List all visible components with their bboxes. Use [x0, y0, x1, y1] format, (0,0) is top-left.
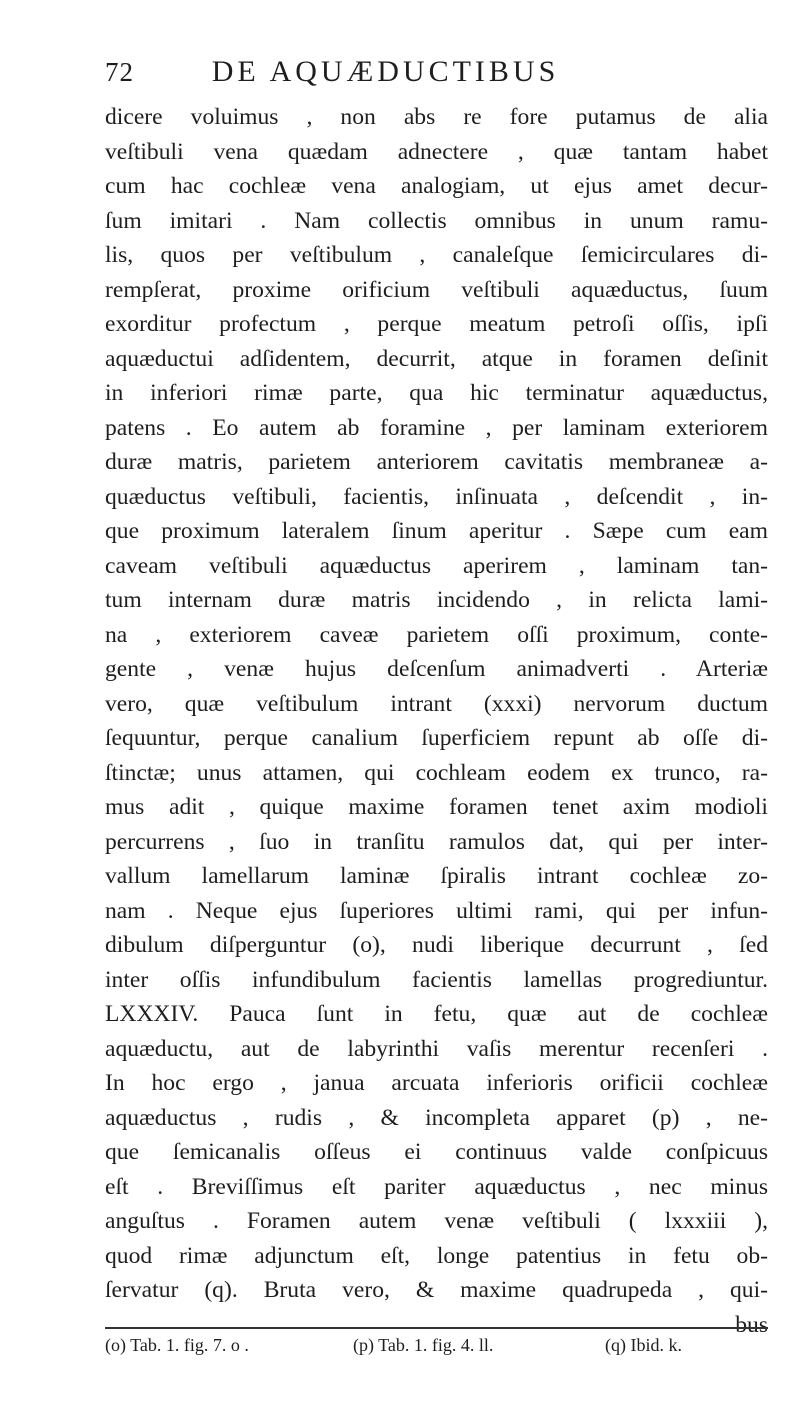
text-line: na , exteriorem caveæ parietem oſſi proximum, conte- — [105, 621, 768, 648]
text-line: aquæductus , rudis , & incompleta apparet (p) , ne- — [105, 1104, 768, 1131]
running-head: DE AQUÆDUCTIBUS — [211, 55, 560, 88]
text-line: lis, quos per veſtibulum , canaleſque ſemicirculares di- — [105, 242, 768, 268]
text-line: aquæductu, aut de labyrinthi vaſis merentur recenſeri . — [105, 1035, 768, 1062]
text-line: nam . Neque ejus ſuperiores ultimi rami, qui per infun- — [105, 897, 768, 924]
text-line: eſt . Breviſſimus eſt pariter aquæductus , nec minus — [105, 1173, 768, 1200]
text-line: dicere voluimus , non abs re fore putamus de alia — [105, 104, 768, 130]
footnote-o: (o) Tab. 1. fig. 7. o . — [105, 1335, 249, 1355]
footnote-q: (q) Ibid. k. — [605, 1335, 682, 1355]
body-text — [105, 100, 768, 1342]
text-line: cum hac cochleæ vena analogiam, ut ejus amet decur- — [105, 173, 768, 199]
text-line: duræ matris, parietem anteriorem cavitatis membraneæ a- — [105, 449, 768, 475]
text-line: aquæductui adſidentem, decurrit, atque in foramen deſinit — [105, 345, 768, 372]
text-line: bus — [735, 1311, 768, 1338]
text-line: que ſemicanalis oſſeus ei continuus valde conſpicuus — [105, 1139, 768, 1165]
text-line: ſequuntur, perque canalium ſuperficiem repunt ab oſſe di- — [105, 725, 768, 751]
text-line: in inferiori rimæ parte, qua hic terminatur aquæductus, — [105, 380, 768, 406]
text-line: exorditur profectum , perque meatum petroſi oſſis, ipſi — [105, 311, 768, 337]
text-line: ſervatur (q). Bruta vero, & maxime quadrupeda , qui- — [105, 1277, 768, 1303]
text-line: vallum lamellarum laminæ ſpiralis intrant cochleæ zo- — [105, 863, 768, 889]
text-line: percurrens , ſuo in tranſitu ramulos dat, qui per inter- — [105, 828, 768, 855]
text-line: anguſtus . Foramen autem venæ veſtibuli ( lxxxiii ), — [105, 1208, 768, 1234]
footnote-rule — [105, 1327, 768, 1329]
text-line: ſum imitari . Nam collectis omnibus in unum ramu- — [105, 207, 768, 234]
text-line: inter oſſis infundibulum facientis lamellas progrediuntur. — [105, 966, 768, 993]
text-line: rempſerat, proxime orificium veſtibuli aquæductus, ſuum — [105, 276, 768, 303]
text-line: quod rimæ adjunctum eſt, longe patentius in fetu ob- — [105, 1242, 768, 1269]
text-line: que proximum lateralem ſinum aperitur . Sæpe cum eam — [105, 518, 768, 544]
text-line: patens . Eo autem ab foramine , per laminam exteriorem — [105, 414, 768, 441]
text-line: quæductus veſtibuli, facientis, inſinuata , deſcendit , in- — [105, 483, 768, 510]
page-number: 72 — [105, 57, 134, 87]
text-line: gente , venæ hujus deſcenſum animadverti . Arteriæ — [105, 656, 768, 682]
text-line: veſtibuli vena quædam adnectere , quæ tantam habet — [105, 138, 768, 165]
text-line: vero, quæ veſtibulum intrant (xxxi) nervorum ductum — [105, 690, 768, 717]
text-line: dibulum diſperguntur (o), nudi liberique decurrunt , ſed — [105, 932, 768, 958]
text-line: tum internam duræ matris incidendo , in relicta lami- — [105, 587, 768, 613]
text-line: In hoc ergo , janua arcuata inferioris orificii cochleæ — [105, 1070, 768, 1096]
text-line: ſtinctæ; unus attamen, qui cochleam eodem ex trunco, ra- — [105, 759, 768, 786]
text-line: caveam veſtibuli aquæductus aperirem , laminam tan- — [105, 552, 768, 579]
footnote-p: (p) Tab. 1. fig. 4. ll. — [353, 1335, 494, 1355]
text-line: LXXXIV. Pauca ſunt in fetu, quæ aut de cochleæ — [105, 1001, 768, 1027]
text-line: mus adit , quique maxime foramen tenet axim modioli — [105, 794, 768, 820]
page-header — [105, 53, 626, 93]
